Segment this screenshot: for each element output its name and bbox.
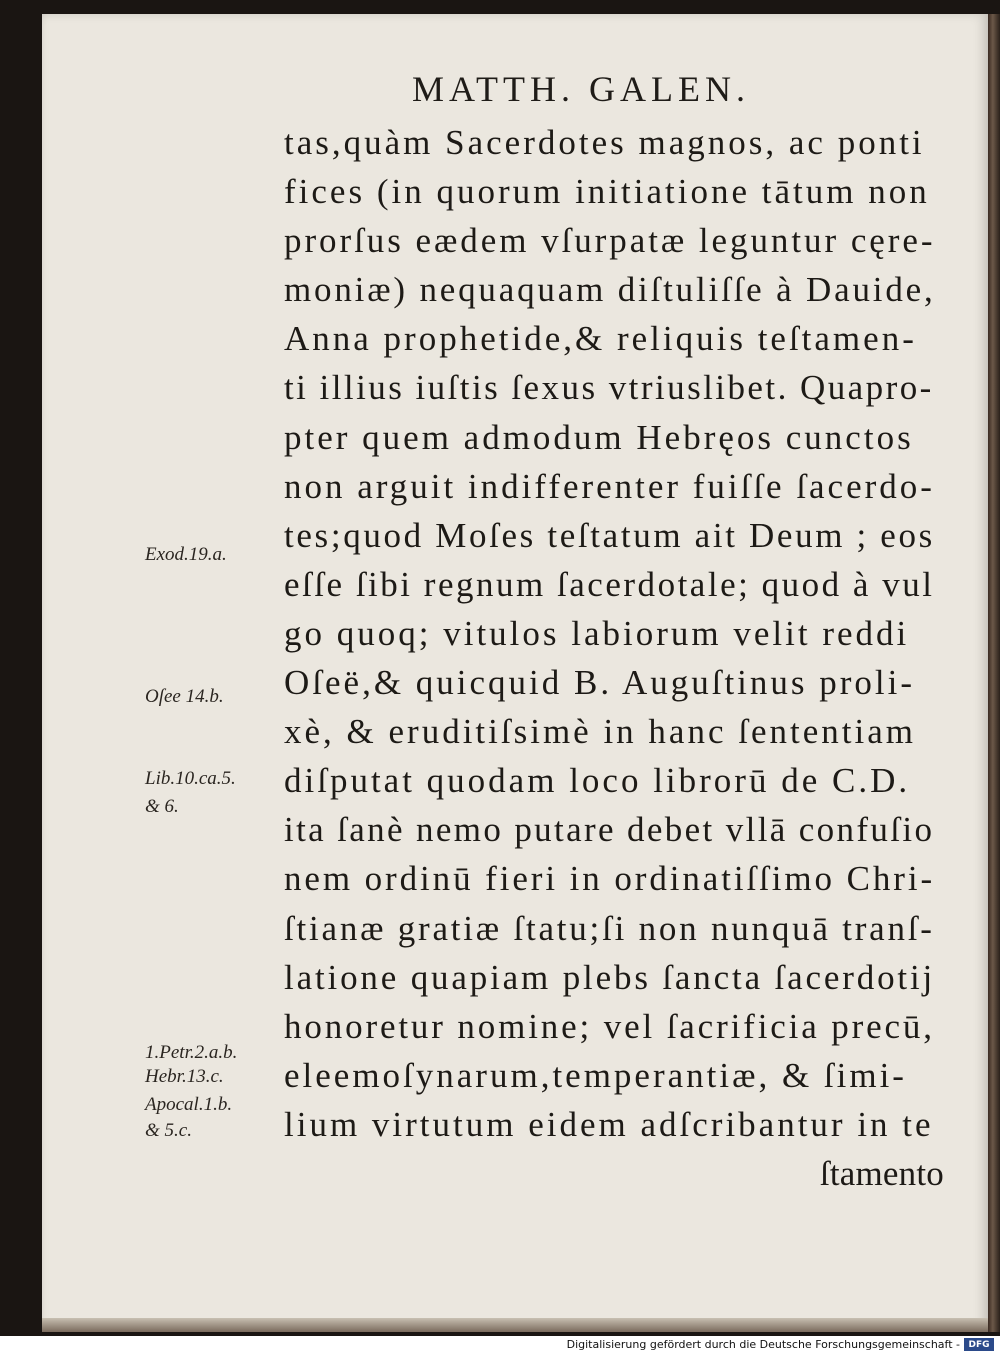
text-line: Oſeë,& quicquid B. Auguſtinus proli-: [284, 663, 916, 703]
margin-note: Oſee 14.b.: [145, 686, 224, 707]
text-line: honoretur nomine; vel ſacrificia precū,: [284, 1006, 935, 1046]
text-line: nem ordinū fieri in ordinatiſſimo Chri-: [284, 859, 936, 899]
margin-note: Lib.10.ca.5.: [145, 768, 236, 789]
body-text: [284, 118, 954, 1198]
text-line: ti illius iuſtis ſexus vtriuslibet. Quapro-: [284, 368, 934, 408]
margin-note: Exod.19.a.: [145, 544, 227, 565]
margin-note: Hebr.13.c.: [145, 1066, 224, 1087]
text-line: ita ſanè nemo putare debet vllā confuſio: [284, 810, 935, 850]
text-line: eleemoſynarum,temperantiæ, & ſimi-: [284, 1055, 907, 1095]
text-line: eſſe ſibi regnum ſacerdotale; quod à vul: [284, 564, 935, 604]
text-line: tes;quod Moſes teſtatum ait Deum ; eos: [284, 515, 935, 555]
catchword: ſtamento: [819, 1153, 944, 1193]
margin-note: & 6.: [145, 796, 179, 817]
text-line: non arguit indifferenter fuiſſe ſacerdo-: [284, 466, 935, 506]
margin-note: & 5.c.: [145, 1120, 192, 1141]
footer-credit: Digitalisierung gefördert durch die Deutsche Forschungsgemeinschaft -: [566, 1338, 960, 1351]
page-edge-bottom: [42, 1318, 988, 1332]
margin-note: Apocal.1.b.: [145, 1094, 233, 1115]
text-line: lium virtutum eidem adſcribantur in te: [284, 1104, 934, 1144]
text-line: Anna prophetide,& reliquis teſtamen-: [284, 319, 917, 359]
text-line: moniæ) nequaquam diſtuliſſe à Dauide,: [284, 270, 936, 310]
running-head: MATTH. GALEN.: [412, 69, 750, 109]
text-line: xè, & eruditiſsimè in hanc ſententiam: [284, 712, 916, 752]
text-line: tas,quàm Sacerdotes magnos, ac ponti: [284, 123, 925, 162]
footer-bar: [0, 1336, 1000, 1354]
text-line: fices (in quorum initiatione tātum non: [284, 172, 930, 212]
page-edge-right: [988, 14, 1000, 1332]
text-line: go quoq; vitulos labiorum velit reddi: [284, 613, 910, 653]
text-line: ſtianæ gratiæ ſtatu;ſi non nunquā tranſ-: [284, 908, 935, 948]
text-line: diſputat quodam loco librorū de C.D.: [284, 761, 911, 801]
dfg-logo: DFG: [964, 1338, 994, 1351]
margin-note: 1.Petr.2.a.b.: [145, 1042, 238, 1063]
text-line: pter quem admodum Hebręos cunctos: [284, 417, 914, 457]
text-line: prorſus eædem vſurpatæ leguntur cęre-: [284, 221, 936, 261]
text-line: latione quapiam plebs ſancta ſacerdotij: [284, 957, 936, 997]
